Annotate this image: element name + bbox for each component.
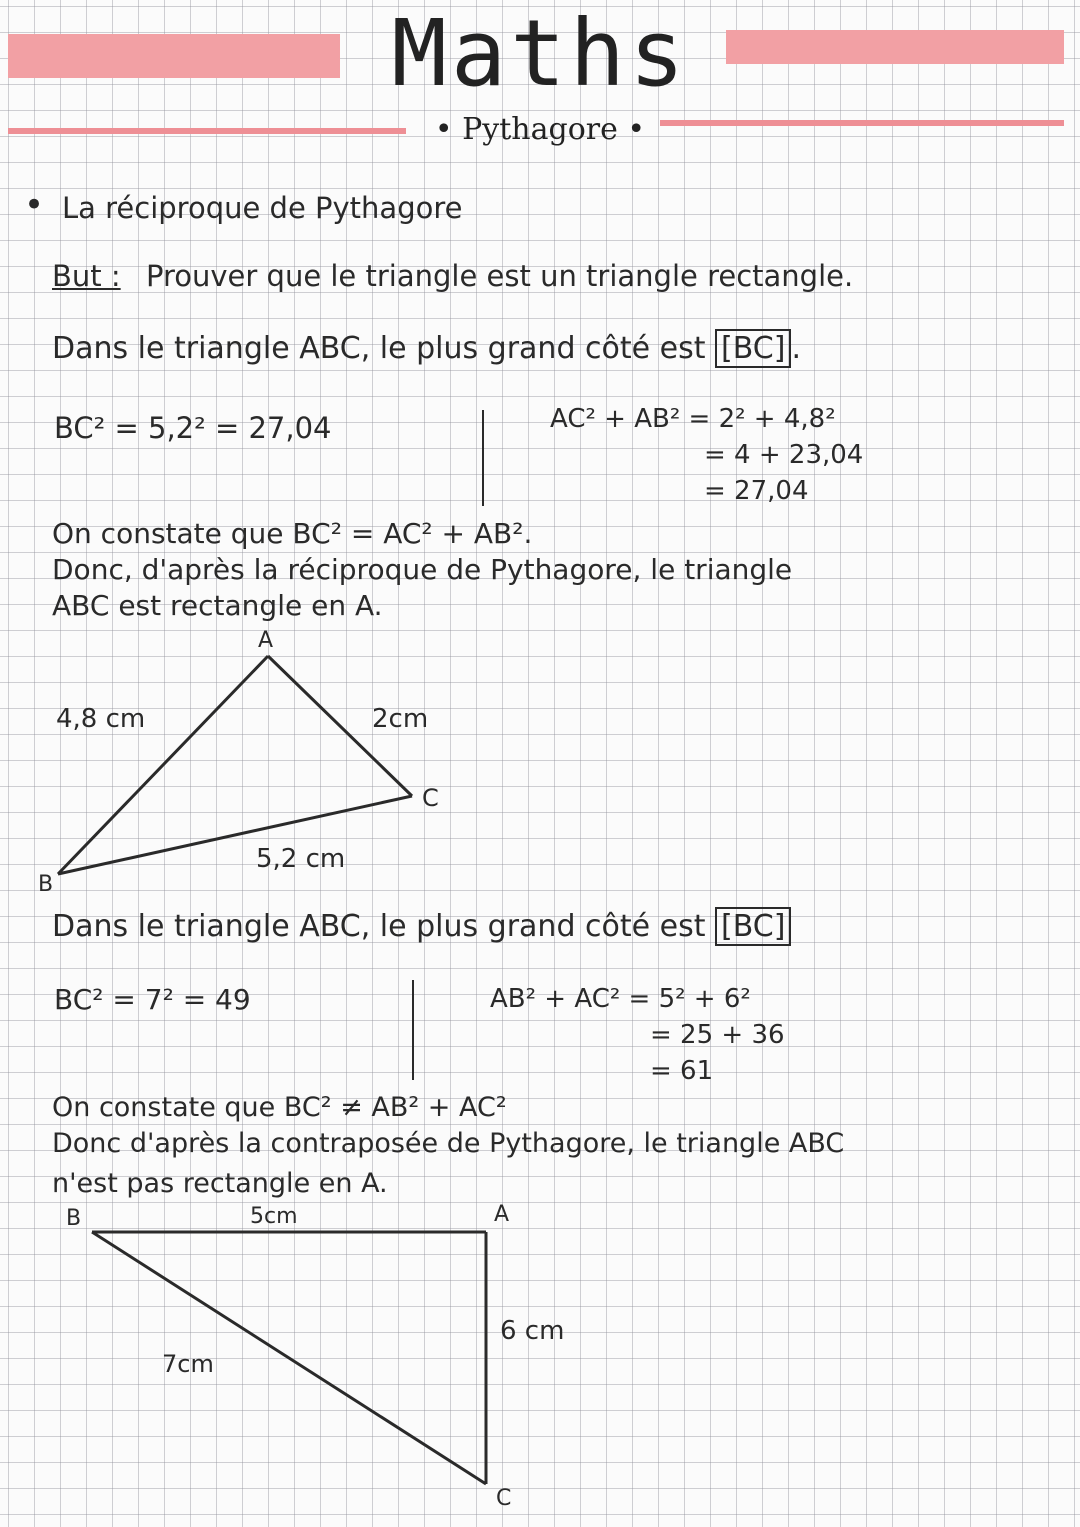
example2-left-calc: BC² = 7² = 49 (54, 983, 251, 1016)
fig1-label-AB: 4,8 cm (56, 704, 146, 734)
fig1-vertex-B: B (38, 872, 54, 897)
fig2-side-BC (92, 1232, 486, 1484)
example1-longest-side: [BC] (715, 329, 791, 368)
section-heading: La réciproque de Pythagore (62, 191, 463, 225)
page-subtitle: • Pythagore • (434, 112, 646, 147)
fig1-vertex-C: C (422, 784, 439, 812)
fig2-vertex-C: C (496, 1486, 512, 1511)
fig2-label-AC: 6 cm (500, 1316, 565, 1346)
example2-longest-side: [BC] (715, 907, 791, 946)
fig2-label-BC: 7cm (162, 1350, 214, 1378)
example2-conclusion-3: n'est pas rectangle en A. (52, 1168, 388, 1199)
section-bullet: • (24, 185, 45, 225)
example2-conclusion-2: Donc d'après la contraposée de Pythagore, le triangle ABC (52, 1128, 845, 1159)
example1-intro-text: Dans le triangle ABC, le plus grand côté est (52, 331, 706, 366)
fig2-vertex-A: A (494, 1202, 510, 1227)
example1-intro-end: . (791, 331, 801, 366)
example2-intro-text: Dans le triangle ABC, le plus grand côté est (52, 909, 706, 944)
example2-right-calc-2: = 25 + 36 (650, 1020, 785, 1050)
fig1-label-BC: 5,2 cm (256, 844, 346, 874)
example1-conclusion-1: On constate que BC² = AC² + AB². (52, 517, 533, 550)
fig2-label-AB: 5cm (250, 1204, 298, 1229)
page-title: Maths (391, 0, 689, 107)
example1-conclusion-2: Donc, d'après la réciproque de Pythagore, le triangle (52, 553, 793, 586)
example2-right-calc-1: AB² + AC² = 5² + 6² (490, 984, 751, 1014)
example1-right-calc-2: = 4 + 23,04 (704, 440, 864, 470)
example1-left-calc: BC² = 5,2² = 27,04 (54, 411, 332, 445)
example2-right-calc-3: = 61 (650, 1056, 714, 1086)
example1-right-calc-1: AC² + AB² = 2² + 4,8² (550, 404, 836, 434)
fig2-vertex-B: B (66, 1206, 82, 1231)
fig1-label-AC: 2cm (372, 704, 429, 734)
goal-label: But : (52, 259, 121, 293)
fig1-vertex-A: A (258, 628, 274, 653)
example1-right-calc-3: = 27,04 (704, 476, 809, 506)
example1-conclusion-3: ABC est rectangle en A. (52, 589, 383, 622)
example2-conclusion-1: On constate que BC² ≠ AB² + AC² (52, 1092, 507, 1123)
goal-text: Prouver que le triangle est un triangle rectangle. (146, 259, 854, 293)
